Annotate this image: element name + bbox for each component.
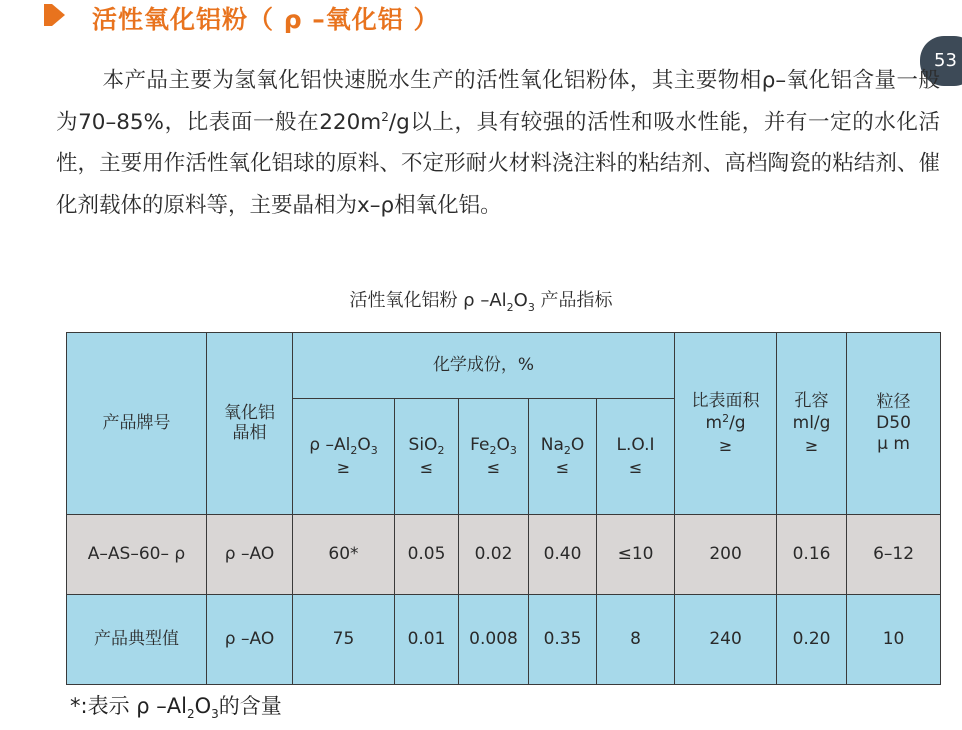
surface-condition: ≥ <box>718 435 733 455</box>
header-pore-volume <box>777 333 847 515</box>
header-phase <box>207 333 293 515</box>
row2-phase: ρ –AO <box>207 595 293 685</box>
row2-surface-area: 240 <box>675 595 777 685</box>
na2o-label <box>529 435 596 456</box>
fe2o3-text-b: O <box>496 434 510 455</box>
na2o-text-a: Na <box>540 434 564 455</box>
row2-sio2: 0.01 <box>395 595 459 685</box>
row1-fe2o3: 0.02 <box>459 515 529 595</box>
row2-rho-al2o3: 75 <box>293 595 395 685</box>
row1-loi: ≤10 <box>597 515 675 595</box>
caption-sub-1: 2 <box>506 301 514 314</box>
header-sio2 <box>395 399 459 515</box>
na2o-sub: 2 <box>563 443 571 457</box>
header-phase-label: 氧化铝晶相 <box>224 402 275 443</box>
header-surface-area <box>675 333 777 515</box>
footnote <box>70 690 282 720</box>
header-na2o <box>529 399 597 515</box>
header-chemical-group: 化学成份，% <box>293 333 675 399</box>
sio2-label <box>395 435 458 456</box>
particle-unit: μ m <box>877 434 910 455</box>
row1-particle-size: 6–12 <box>847 515 941 595</box>
row1-rho-al2o3: 60* <box>293 515 395 595</box>
header-brand: 产品牌号 <box>67 333 207 515</box>
row2-na2o: 0.35 <box>529 595 597 685</box>
particle-d50: D50 <box>876 412 911 433</box>
pore-unit: ml/g <box>792 412 831 433</box>
caption-text-1: 活性氧化铝粉 ρ –Al <box>349 290 507 311</box>
row2-loi: 8 <box>597 595 675 685</box>
description-superscript: 2 <box>381 109 389 124</box>
header-fe2o3 <box>459 399 529 515</box>
footnote-sub-2: 3 <box>211 707 219 721</box>
caption-text-2: O <box>513 290 528 311</box>
row1-surface-area: 200 <box>675 515 777 595</box>
fe2o3-sub-2: 3 <box>509 443 517 457</box>
row2-brand: 产品典型值 <box>67 595 207 685</box>
rho-condition: ≥ <box>336 458 351 478</box>
surface-label: 比表面积 <box>691 391 760 412</box>
footnote-text-3: 的含量 <box>218 694 282 718</box>
surface-unit-m: m <box>705 412 723 433</box>
na2o-condition: ≤ <box>555 458 570 478</box>
row1-pore-volume: 0.16 <box>777 515 847 595</box>
row1-sio2: 0.05 <box>395 515 459 595</box>
sio2-condition: ≤ <box>419 458 434 478</box>
table-row <box>67 595 941 685</box>
product-description <box>56 60 940 226</box>
row2-pore-volume: 0.20 <box>777 595 847 685</box>
table-caption <box>0 286 962 312</box>
description-part-2: /g以上，具有较强的活性和吸水性能，并有一定的水化活性，主要用作活性氧化铝球的原料、不定形耐火材料浇注料的粘结剂、高档陶瓷的粘结剂、催化剂载体的原料等，主要晶相为x–ρ相氧化铝。 <box>56 109 940 218</box>
footnote-text-2: O <box>194 694 212 718</box>
page-number-badge[interactable]: 53 <box>920 36 962 86</box>
header-rho-al2o3 <box>293 399 395 515</box>
sio2-sub: 2 <box>437 443 445 457</box>
rho-al2o3-label <box>293 435 394 456</box>
header-particle-size <box>847 333 941 515</box>
row2-fe2o3: 0.008 <box>459 595 529 685</box>
footnote-text-1: *:表示 ρ –Al <box>70 694 187 718</box>
row1-phase: ρ –AO <box>207 515 293 595</box>
spec-table <box>66 332 941 685</box>
header-loi <box>597 399 675 515</box>
pore-condition: ≥ <box>804 435 819 455</box>
row1-brand: A–AS–60– ρ <box>67 515 207 595</box>
surface-unit-g: /g <box>729 412 746 433</box>
table-row <box>67 515 941 595</box>
sio2-text: SiO <box>408 434 438 455</box>
row2-particle-size: 10 <box>847 595 941 685</box>
pore-label: 孔容 <box>794 391 829 412</box>
rho-text-b: O <box>357 434 371 455</box>
loi-label: L.O.I <box>616 434 655 455</box>
fe2o3-sub-1: 2 <box>489 443 497 457</box>
fe2o3-condition: ≤ <box>486 458 501 478</box>
section-marker-icon <box>52 4 65 26</box>
footnote-sub-1: 2 <box>186 707 195 721</box>
rho-sub-2: 3 <box>370 443 378 457</box>
section-title: 活性氧化铝粉（ ρ –氧化铝 ） <box>92 5 440 34</box>
surface-unit-sup: 2 <box>722 411 730 425</box>
fe2o3-text-a: Fe <box>470 434 490 455</box>
na2o-text-b: O <box>570 434 585 455</box>
loi-condition: ≤ <box>628 458 643 478</box>
surface-unit <box>675 413 776 434</box>
caption-text-3: 产品指标 <box>534 290 613 311</box>
rho-text-a: ρ –Al <box>309 434 351 455</box>
description-part-1: 本产品主要为氢氧化铝快速脱水生产的活性氧化铝粉体，其主要物相ρ–氧化铝含量一般为70–85%，比表面一般在220m <box>56 68 940 135</box>
caption-sub-2: 3 <box>527 301 535 314</box>
row1-na2o: 0.40 <box>529 515 597 595</box>
rho-sub-1: 2 <box>350 443 358 457</box>
fe2o3-label <box>459 435 528 456</box>
particle-label: 粒径 <box>876 391 911 412</box>
